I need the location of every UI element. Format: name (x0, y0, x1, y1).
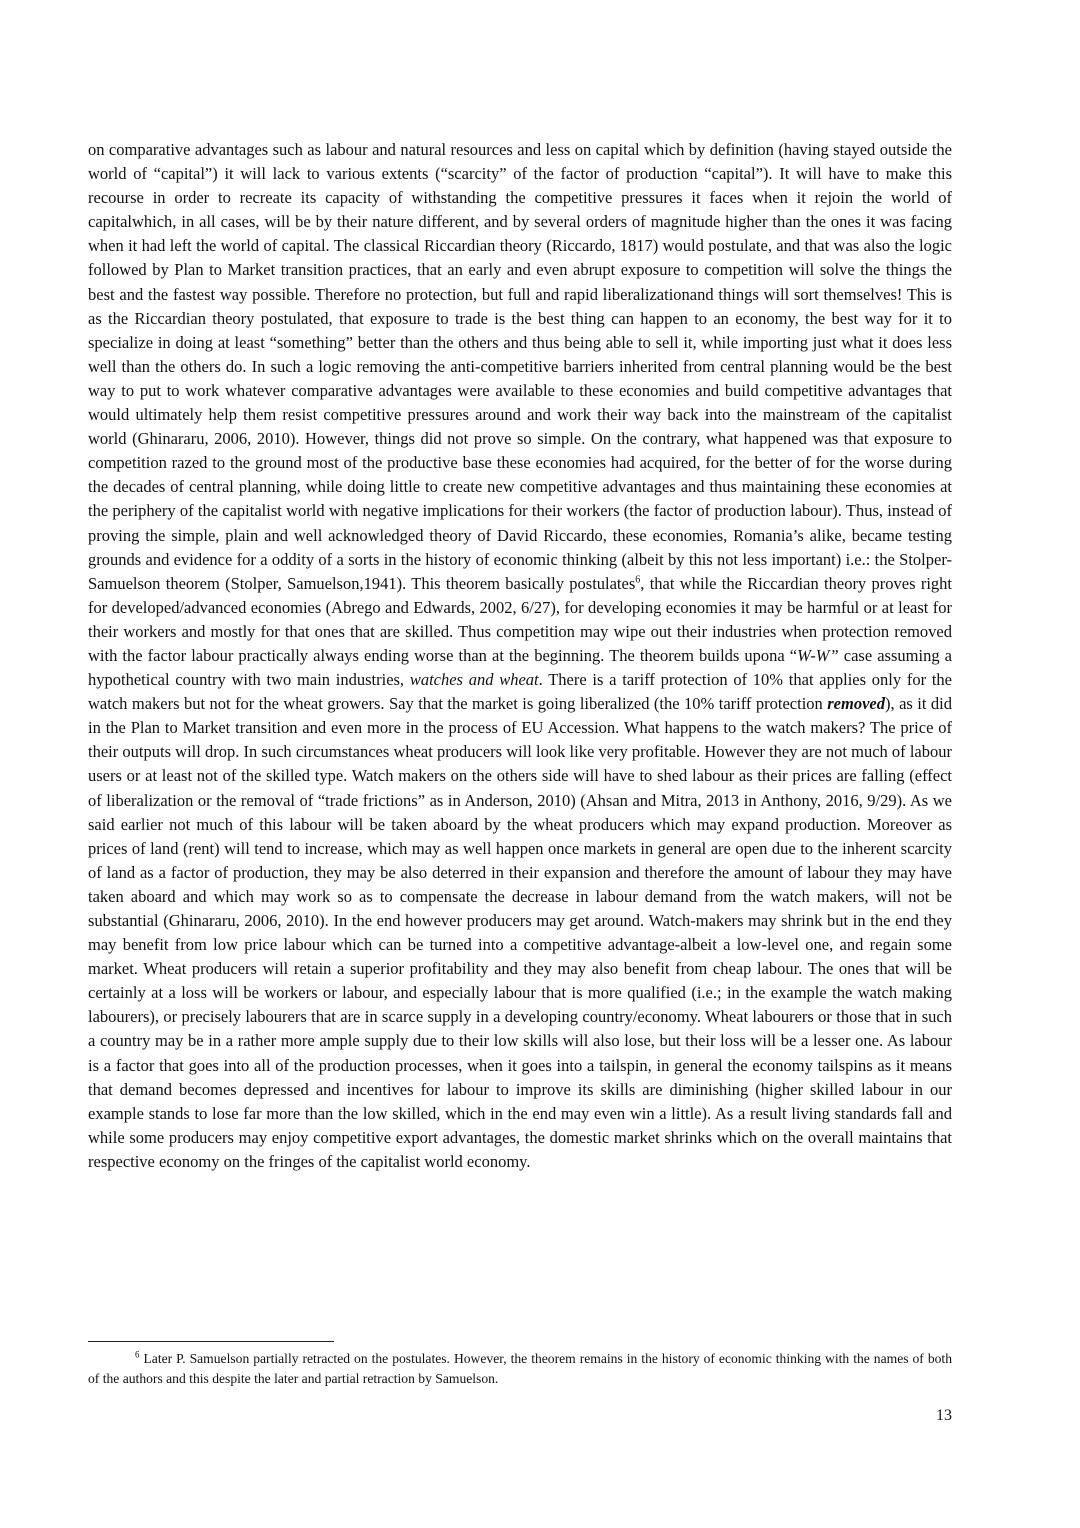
body-text-segment: , that while the Riccardian theory proves right for developed/advanced economies (Abrego and Edwards, 2002, 6/27), for developing economies it may be harmful or at least for their workers and mostly for that ones that are skilled. Thus competition may wipe out their industries when protection removed with the factor labour practically always ending worse than at the beginning. The theorem builds upona “ (88, 573, 952, 665)
footnote (88, 1349, 952, 1388)
body-text-segment: . There is a tariff protection of 10% that applies only for the watch makers but not for the wheat growers. Say that the market is going liberalized (the 10% tariff protection (88, 670, 953, 714)
body-paragraph (88, 138, 952, 1174)
italic-term-watches-wheat: watches and wheat (409, 670, 539, 690)
footnote-text: Later P. Samuelson partially retracted on the postulates. However, the theorem remains in the history of economic thinking with the names of both of the authors and this despite the later and partial retraction by Samuelson. (88, 1351, 952, 1386)
italic-term-ww: W-W” (797, 645, 839, 665)
footnote-number: 6 (135, 1349, 140, 1360)
footnote-reference[interactable]: 6 (635, 574, 641, 586)
page-number: 13 (936, 1407, 952, 1424)
bold-italic-term-removed: removed (827, 694, 885, 714)
body-text-segment: on comparative advantages such as labour and natural resources and less on capital which by definition (having stayed outside the world of “capital”) it will lack to various extents (“scarcity” of the factor of production “capital”). It will have to make this recourse in order to recreate its capacity of withstanding the competitive pressures it faces when it rejoin the world of capitalwhich, in all cases, will be by their nature different, and by several orders of magnitude higher than the ones it was facing when it had left the world of capital. The classical Riccardian theory (Riccardo, 1817) would postulate, and that was also the logic followed by Plan to Market transition practices, that an early and even abrupt exposure to competition will solve the things the best and the fastest way possible. Therefore no protection, but full and rapid liberalizationand things will sort themselves! This is as the Riccardian theory postulated, that exposure to trade is the best thing can happen to an economy, the best way for it to specialize in doing at least “something” better than the others and thus being able to sell it, while importing just what it does less well than the others do. In such a logic removing the anti-competitive barriers inherited from central planning would be the best way to put to work whatever comparative advantages were available to these economies and build competitive advantages that would ultimately help them resist competitive pressures around and work their way back into the mainstream of the capitalist world (Ghinararu, 2006, 2010). However, things did not prove so simple. On the contrary, what happened was that exposure to competition razed to the ground most of the productive base these economies had acquired, for the better of for the worse during the decades of central planning, while doing little to create new competitive advantages and thus maintaining these economies at the periphery of the capitalist world with negative implications for their workers (the factor of production labour). Thus, instead of proving the simple, plain and well acknowledged theory of David Riccardo, these economies, Romania’s alike, became testing grounds and evidence for a oddity of a sorts in the history of economic thinking (albeit by this not less important) i.e.: the Stolper-Samuelson theorem (Stolper, Samuelson,1941). This theorem basically postulates (88, 140, 952, 593)
body-text-segment: case assuming a hypothetical country with two main industries, (88, 645, 952, 690)
footnote-divider (88, 1341, 334, 1342)
body-text-segment: ), as it did in the Plan to Market transition and even more in the process of EU Accession. What happens to the watch makers? The price of their outputs will drop. In such circumstances wheat producers will look like very profitable. However they are not much of labour users or at least not of the skilled type. Watch makers on the others side will have to shed labour as their prices are falling (effect of liberalization or the removal of “trade frictions” as in Anderson, 2010) (Ahsan and Mitra, 2013 in Anthony, 2016, 9/29). As we said earlier not much of this labour will be taken aboard by the wheat producers which may expand production. Moreover as prices of land (rent) will tend to increase, which may as well happen once markets in general are open due to the inherent scarcity of land as a factor of production, they may be also deterred in their expansion and therefore the amount of labour they may have taken aboard and which may work so as to compensate the decrease in labour demand from the watch makers, will not be substantial (Ghinararu, 2006, 2010). In the end however producers may get around. Watch-makers may shrink but in the end they may benefit from low price labour which can be turned into a competitive advantage-albeit a low-level one, and regain some market. Wheat producers will retain a superior profitability and they may also benefit from cheap labour. The ones that will be certainly at a loss will be workers or labour, and especially labour that is more qualified (i.e.; in the example the watch making labourers), or precisely labourers that are in scarce supply in a developing country/economy. Wheat labourers or those that in such a country may be in a rather more ample supply due to their low skills will also lose, but their loss will be a lesser one. As labour is a factor that goes into all of the production processes, when it goes into a tailspin, in general the economy tailspins as it means that demand becomes depressed and incentives for labour to improve its skills are diminishing (higher skilled labour in our example stands to lose far more than the low skilled, which in the end may even win a little). As a result living standards fall and while some producers may enjoy competitive export advantages, the domestic market shrinks which on the overall maintains that respective economy on the fringes of the capitalist world economy. (88, 694, 952, 1171)
